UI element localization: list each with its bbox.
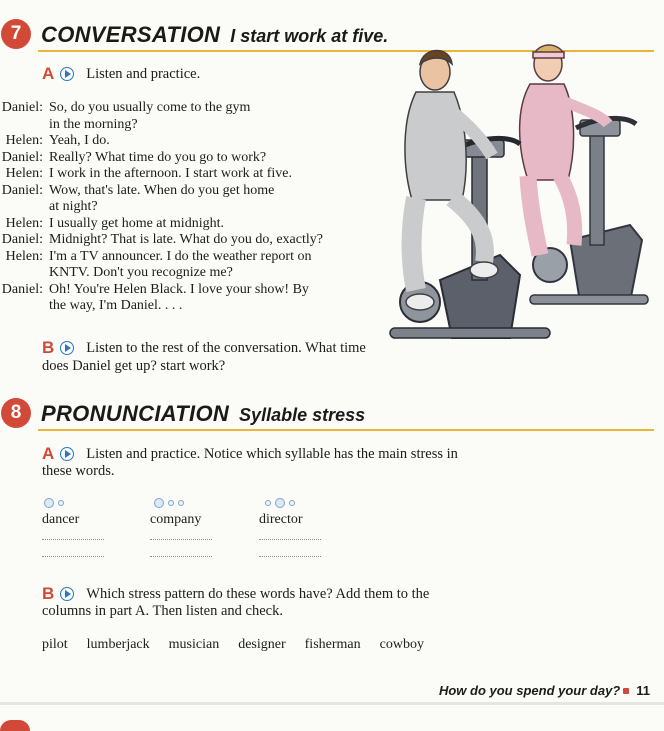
next-section-badge [0,720,30,731]
section-heading: CONVERSATION I start work at five. [41,22,389,47]
speaker-name: Daniel: [1,281,43,297]
section-heading: PRONUNCIATION Syllable stress [41,401,366,426]
stress-pattern-icon [44,498,104,508]
speaker-name: Helen: [5,215,43,231]
part-letter: B [42,584,55,603]
dialogue-text: KNTV. Don't you recognize me? [49,265,233,280]
dialogue-text: So, do you usually come to the gym [49,100,251,115]
instruction-text-continued: columns in part A. Then listen and check. [42,603,283,619]
instruction-text-continued: these words. [42,463,115,479]
page-edge [0,702,664,705]
dialogue-line [0,166,323,183]
column-word: company [150,512,202,527]
answer-blank[interactable] [150,555,212,557]
answer-blank[interactable] [259,538,321,540]
instruction-text-continued: does Daniel get up? start work? [42,358,226,374]
dialogue-line [0,249,323,266]
speaker-name: Daniel: [1,100,43,115]
dialogue-text: I usually get home at midnight. [49,215,224,231]
part-a-instruction [42,64,200,84]
audio-play-icon[interactable] [60,341,74,355]
instruction-text: Listen and practice. Notice which syllable has the main stress in [86,445,458,462]
answer-blank[interactable] [42,538,104,540]
dialogue-line [0,265,323,282]
dialogue-line [0,183,323,200]
dialogue-line [0,117,323,134]
page-number: 11 [636,683,650,698]
word-bank-item: lumberjack [86,637,150,652]
speaker-name: Daniel: [1,232,43,247]
dialogue-text: I'm a TV announcer. I do the weather report on [49,248,312,264]
speaker-name: Helen: [5,133,43,148]
word-bank-item: pilot [42,637,68,652]
dialogue-text: I work in the afternoon. I start work at five. [49,166,292,181]
part-b-instruction [42,338,366,358]
section-divider [38,429,654,431]
word-bank-item: designer [238,637,286,652]
dialogue-line [0,298,323,315]
exercise-bikes-illustration [380,40,660,370]
speaker-name: Daniel: [1,182,43,198]
stress-column [150,498,212,557]
dialogue-text: Really? What time do you go to work? [49,149,267,165]
bullet-icon [623,688,629,694]
stress-column [259,498,321,557]
instruction-text: Which stress pattern do these words have? Add them to the [86,585,430,602]
stress-column [42,498,104,557]
speaker-name: Daniel: [1,149,43,165]
dialogue-text: Wow, that's late. When do you get home [49,182,275,198]
part-letter: B [42,338,55,357]
instruction-text: Listen and practice. [86,65,201,82]
dialogue-text: in the morning? [49,116,138,132]
word-bank-item: cowboy [379,637,424,652]
stress-pattern-icon [265,498,321,508]
instruction-text: Listen to the rest of the conversation. What time [86,339,366,356]
dialogue-line [0,282,323,299]
part-a-instruction [42,444,458,464]
part-letter: A [42,444,55,463]
dialogue-line [0,216,323,233]
speaker-name: Helen: [5,166,43,181]
dialogue-text: Yeah, I do. [49,133,110,148]
section-number-badge: 8 [1,398,31,428]
dialogue-line [0,150,323,167]
speaker-name: Helen: [5,248,43,264]
part-letter: A [42,64,55,83]
column-word: director [259,512,303,527]
column-word: dancer [42,512,80,527]
word-bank [42,637,443,653]
audio-play-icon[interactable] [60,587,74,601]
dialogue-text: the way, I'm Daniel. . . . [49,298,183,313]
answer-blank[interactable] [259,555,321,557]
stress-pattern-icon [154,498,212,508]
section-number-badge: 7 [1,19,31,49]
dialogue-line [0,100,323,117]
dialogue [0,100,323,315]
dialogue-text: Oh! You're Helen Black. I love your show! By [49,281,309,297]
word-bank-item: fisherman [304,637,361,652]
word-bank-item: musician [168,637,220,652]
dialogue-line [0,232,323,249]
dialogue-text: at night? [49,199,98,214]
answer-blank[interactable] [150,538,212,540]
dialogue-line [0,199,323,216]
dialogue-text: Midnight? That is late. What do you do, exactly? [49,232,323,247]
page-footer [439,683,650,698]
audio-play-icon[interactable] [60,447,74,461]
audio-play-icon[interactable] [60,67,74,81]
answer-blank[interactable] [42,555,104,557]
footer-text: How do you spend your day? [438,683,621,698]
dialogue-line [0,133,323,150]
part-b-instruction [42,584,429,604]
